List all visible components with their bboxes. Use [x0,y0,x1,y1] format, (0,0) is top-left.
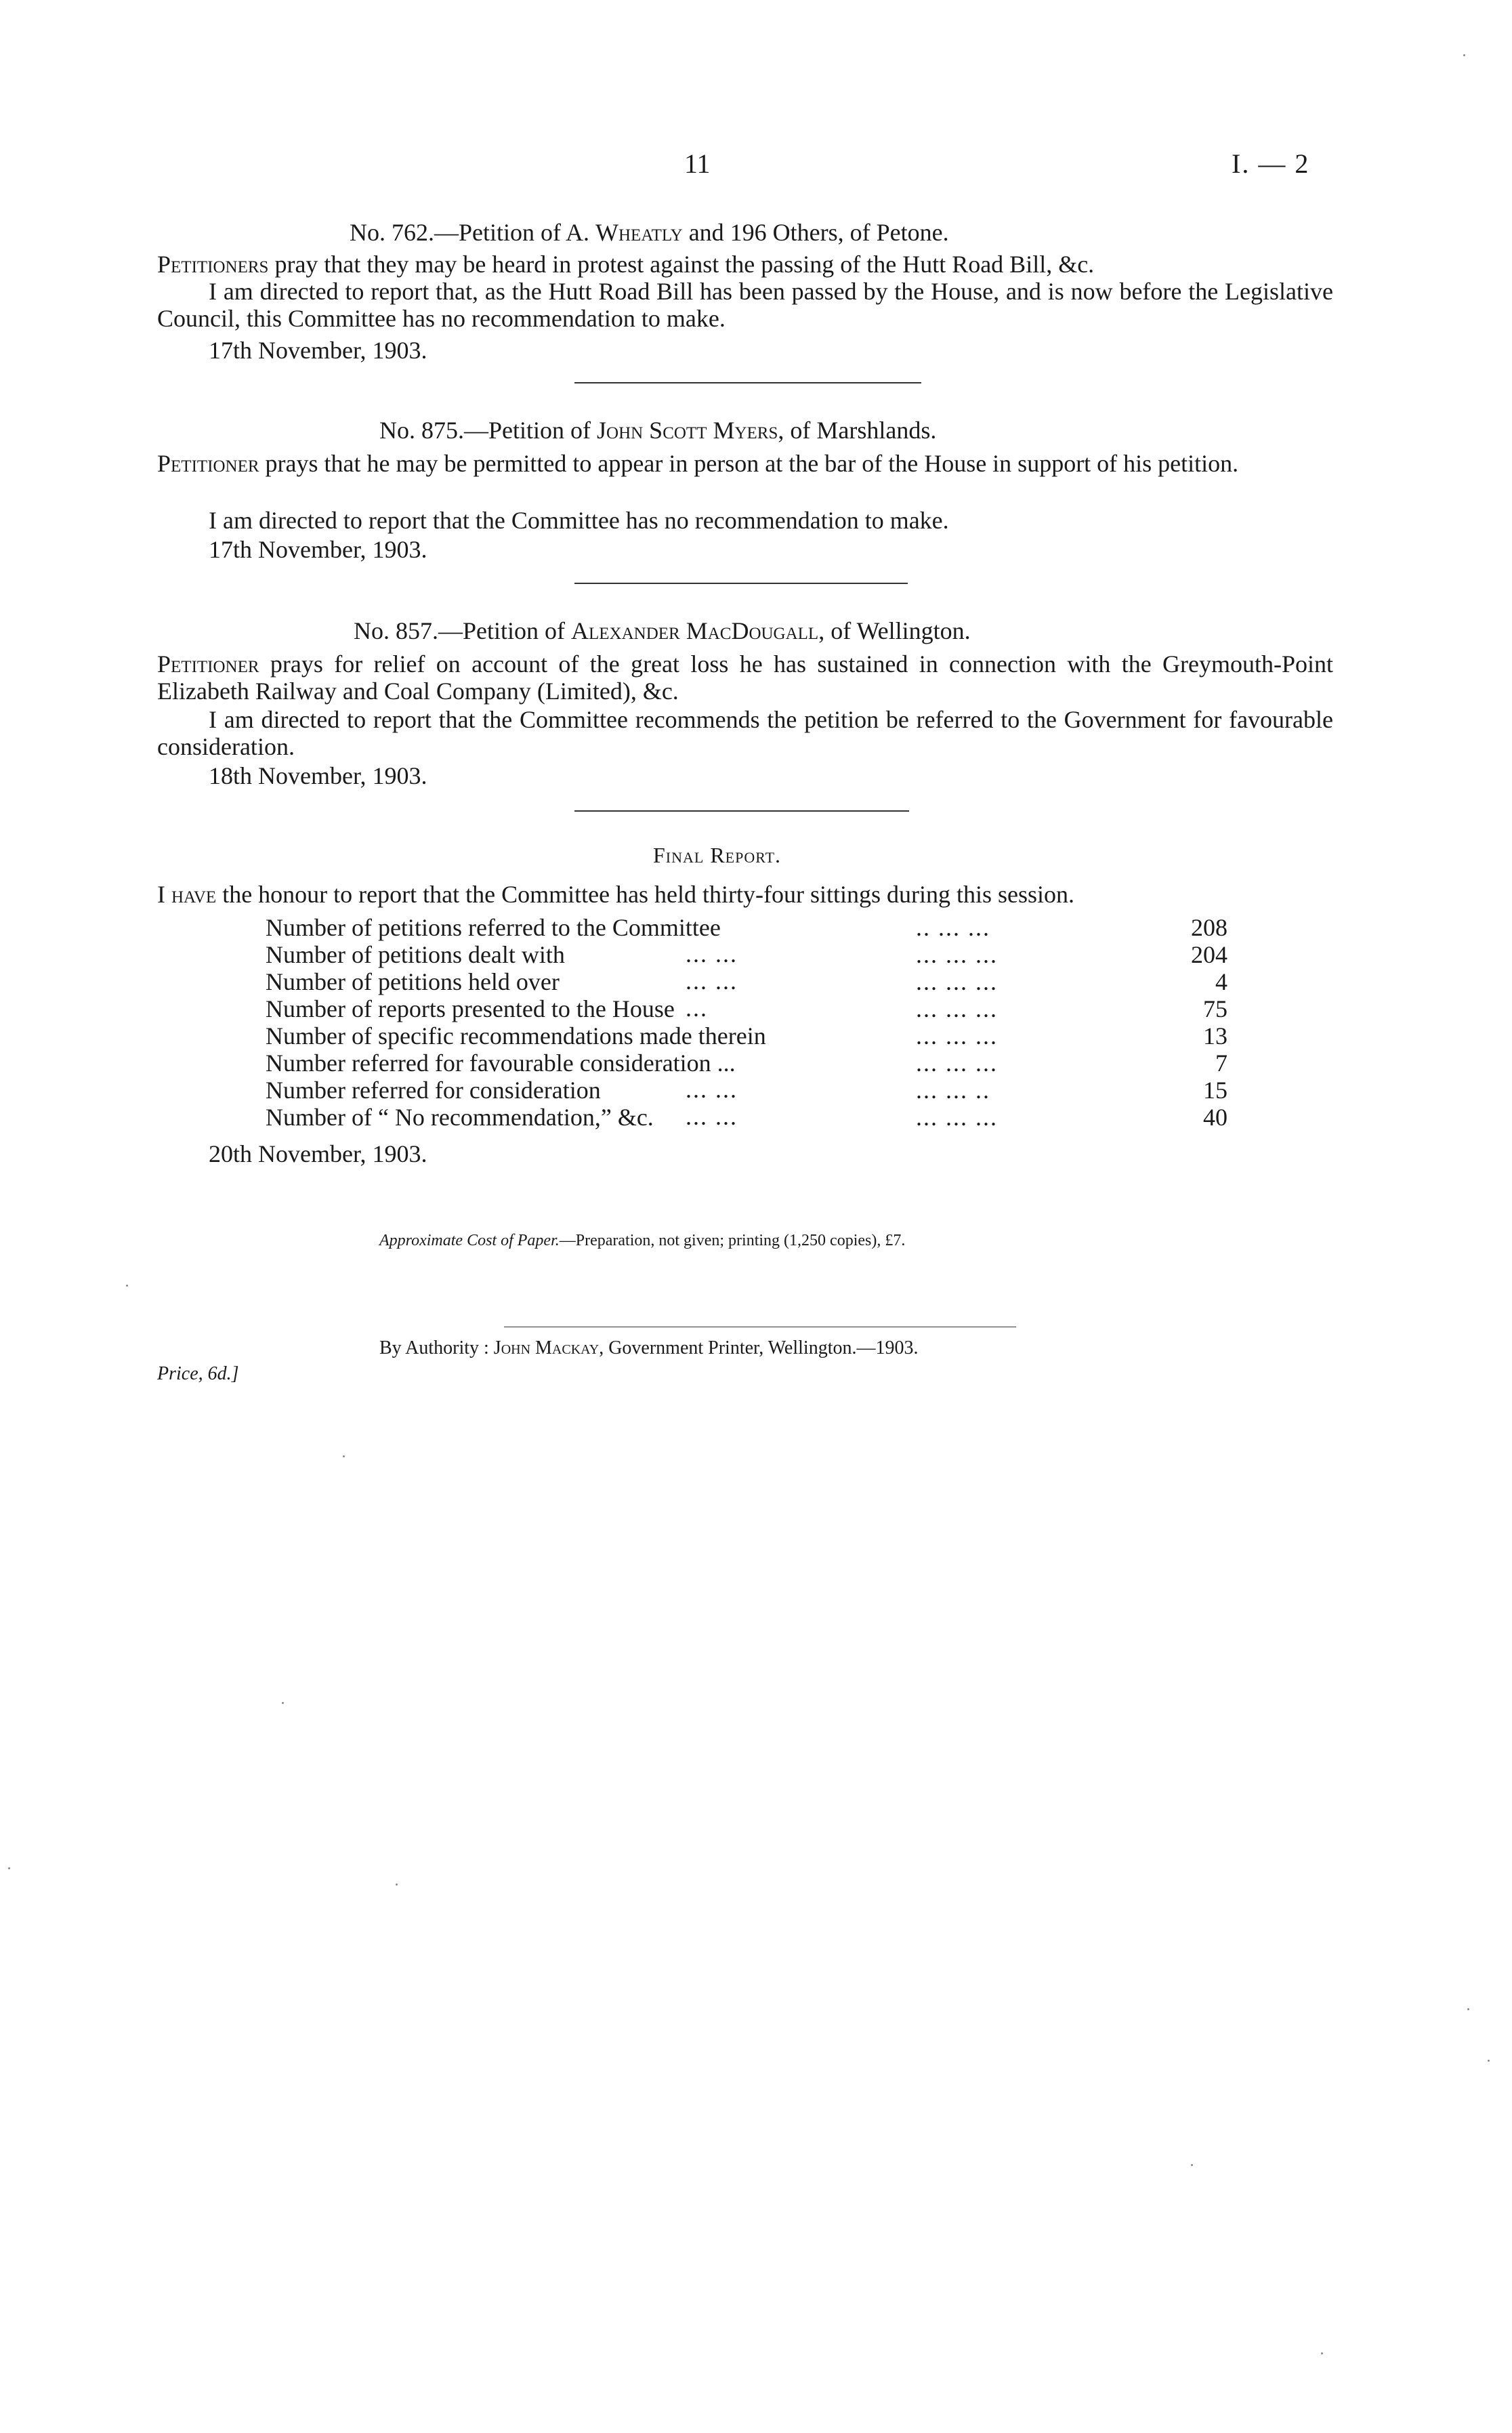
scan-speck [396,1884,398,1886]
leader-dots: ... ... ... [916,995,998,1022]
page-number: 11 [684,148,711,179]
prayer-text: prays that he may be permitted to appear in person at the bar of the House in support of his petition. [259,450,1239,477]
table-row [266,995,1227,1022]
leader-dots: ... ... [686,1103,738,1130]
stat-value: 204 [1191,941,1227,968]
printer-name: John Mackay [493,1337,600,1358]
heading-prefix: No. 762.—Petition of A. [350,219,596,246]
printer-authority [379,1337,918,1359]
scan-speck [1488,2060,1490,2062]
final-report-date: 20th November, 1903. [209,1140,427,1167]
stat-label: Number of “ No recommendation,” &c. [266,1104,654,1131]
petition-heading [379,416,936,444]
stat-value: 4 [1215,968,1227,995]
final-report-heading: Final Report. [653,843,782,867]
leader-dots: ... ... .. [916,1077,990,1104]
authority-suffix: , Government Printer, Wellington.—1903. [599,1337,919,1358]
stat-label: Number referred for favourable consideration ... [266,1049,736,1077]
petition-prayer [157,650,1333,705]
petition-prayer [157,251,1333,278]
table-row [266,968,1227,995]
scan-speck [8,1867,10,1869]
leader-dots [686,1022,738,1049]
leader-dots: ... ... ... [916,941,998,968]
inner-leader-dots [686,940,738,1130]
stat-value: 15 [1203,1077,1227,1104]
stat-value: 13 [1203,1022,1227,1049]
heading-suffix: , of Marshlands. [778,417,937,444]
prayer-text: prays for relief on account of the great loss he has sustained in connection with the Greymouth-Point Elizabeth Railway and Coal Company (Limited), &c. [157,650,1333,705]
report-date: 17th November, 1903. [209,337,427,364]
committee-report: I am directed to report that, as the Hutt Road Bill has been passed by the House, and is now before the Legislative Council, this Committee has no recommendation to make. [157,278,1333,332]
leader-dots [686,1049,738,1076]
stat-value: 208 [1191,914,1227,941]
stat-value: 7 [1215,1049,1227,1077]
stat-label: Number of petitions held over [266,968,560,995]
table-row [266,1103,1227,1130]
lead-word: Petitioner [157,450,259,477]
stat-value: 40 [1203,1104,1227,1131]
petition-prayer [157,450,1333,477]
table-row [266,1076,1227,1103]
table-row [266,913,1227,940]
heading-suffix: and 196 Others, of Petone. [682,219,949,246]
committee-report: I am directed to report that the Committee recommends the petition be referred to the Government for favourable consideration. [157,706,1333,760]
stat-value: 75 [1203,995,1227,1022]
leader-dots: ... ... ... [916,1104,998,1131]
heading-prefix: No. 857.—Petition of [354,617,571,644]
table-row [266,940,1227,968]
scan-speck [282,1702,284,1704]
price: Price, 6d.] [157,1363,239,1384]
stat-label: Number of specific recommendations made therein [266,1022,766,1049]
scan-speck [1463,54,1465,56]
leader-dots: ... ... ... [916,1022,998,1049]
petition-heading [354,617,971,645]
lead-word: I have [157,881,217,908]
cost-label: Approximate Cost of Paper. [379,1232,560,1249]
stat-label: Number of petitions referred to the Committee [266,914,721,941]
leader-dots: ... ... ... [916,968,998,995]
committee-report: I am directed to report that the Committee has no recommendation to make. [209,507,949,534]
stat-label: Number referred for consideration [266,1077,601,1104]
petitioner-name: Alexander MacDougall [571,617,819,644]
heading-suffix: , of Wellington. [818,617,971,644]
leader-dots: ... ... ... [916,1049,998,1077]
leader-dots: ... ... [686,1076,738,1103]
lead-word: Petitioners [157,251,269,278]
heading-prefix: No. 875.—Petition of [379,417,597,444]
stat-label: Number of reports presented to the House [266,995,675,1022]
section-divider [574,583,908,584]
leader-dots: ... ... [686,968,738,995]
leader-dots: ... ... [686,940,738,968]
section-divider [574,382,921,383]
report-date: 18th November, 1903. [209,762,427,789]
authority-prefix: By Authority : [379,1337,494,1358]
intro-text: the honour to report that the Committee has held thirty-four sittings during this session. [216,881,1075,908]
table-row [266,1022,1227,1049]
table-row [266,1049,1227,1076]
scan-speck [1467,2008,1469,2010]
cost-note [379,1232,905,1250]
scan-speck [1191,2164,1193,2166]
scan-speck [1321,2352,1323,2354]
scan-speck [343,1455,345,1457]
petition-heading [350,218,949,247]
final-report-intro [157,881,1333,908]
scan-speck [126,1285,128,1287]
petitioner-name: John Scott Myers [597,417,778,444]
lead-word: Petitioner [157,650,259,678]
prayer-text: pray that they may be heard in protest against the passing of the Hutt Road Bill, &c. [268,251,1095,278]
cost-text: —Preparation, not given; printing (1,250 copies), £7. [559,1232,906,1249]
section-divider [574,810,909,812]
report-date: 17th November, 1903. [209,536,427,563]
leader-dots: .. ... ... [916,914,990,941]
stat-label: Number of petitions dealt with [266,941,565,968]
document-reference: I. — 2 [1232,148,1310,179]
petitioner-name: Wheatly [595,219,683,246]
leader-dots: ... [686,995,708,1022]
